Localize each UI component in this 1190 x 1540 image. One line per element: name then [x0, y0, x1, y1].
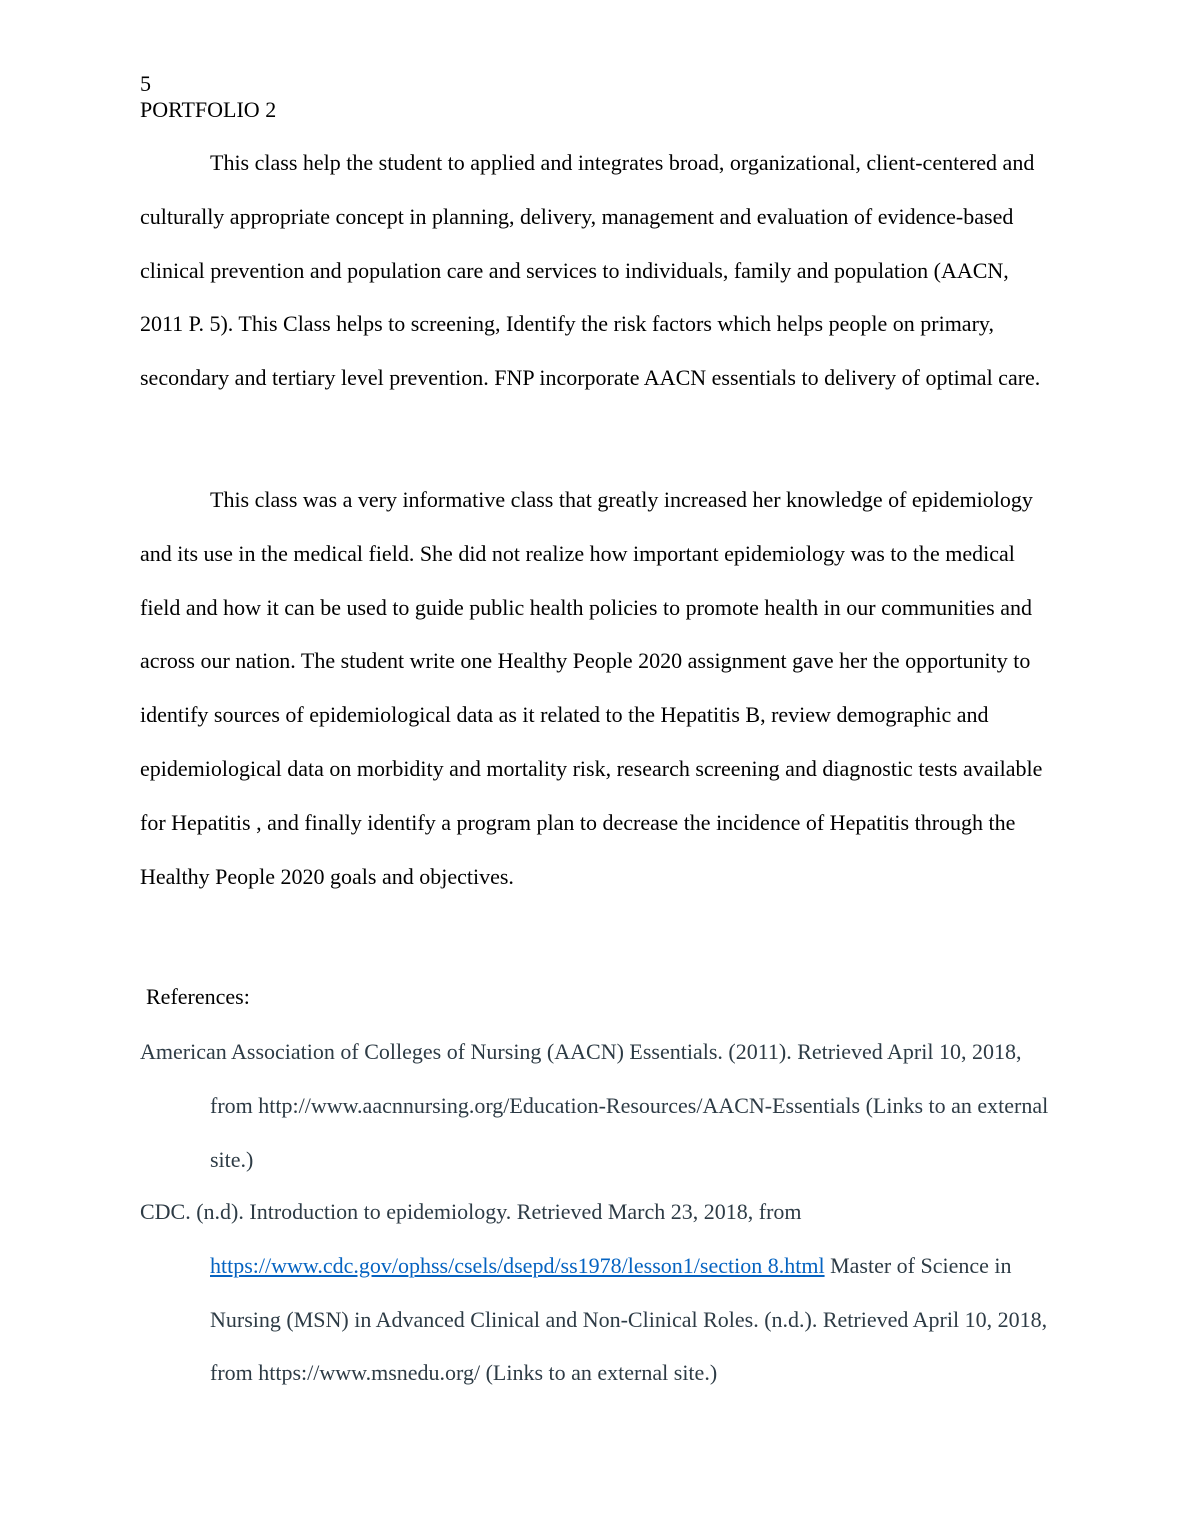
references-heading: References: [146, 984, 250, 1009]
reference-link[interactable]: https://www.cdc.gov/ophss/csels/dsepd/ss1978/lesson1/section 8.html [210, 1252, 825, 1278]
body-paragraph [140, 136, 1052, 405]
body-paragraph [140, 473, 1052, 903]
reference-text: American Association of Colleges of Nursing (AACN) Essentials. (2011). Retrieved April 10, 2018, from http://www.aacnnursing.org/Education-Resources/AACN-Essentials (Links to an external site.) [140, 1039, 1049, 1172]
page-number: 5 [140, 71, 151, 96]
reference-text: Master of Science in Nursing (MSN) in Advanced Clinical and Non-Clinical Roles. (n.d.). Retrieved April 10, 2018, from https://www.msnedu.org/ (Links to an external site.) [210, 1252, 1048, 1386]
reference-entry [140, 1185, 1054, 1400]
running-head: PORTFOLIO 2 [140, 97, 277, 122]
reference-text: CDC. (n.d). Introduction to epidemiology. Retrieved March 23, 2018, from [140, 1199, 802, 1224]
paragraph-text: This class was a very informative class that greatly increased her knowledge of epidemiology and its use in the medical field. She did not realize how important epidemiology was to the medical field and how it can be used to guide public health policies to promote health in our communities and across our nation. The student write one Healthy People 2020 assignment gave her the opportunity to identify sources of epidemiological data as it related to the Hepatitis B, review demographic and epidemiological data on morbidity and mortality risk, research screening and diagnostic tests available for Hepatitis , and finally identify a program plan to decrease the incidence of Hepatitis through the Healthy People 2020 goals and objectives. [140, 487, 1043, 889]
paragraph-text: This class help the student to applied and integrates broad, organizational, client-centered and culturally appropriate concept in planning, delivery, management and evaluation of evidence-based clinical prevention and population care and services to individuals, family and population (AACN, 2011 P. 5). This Class helps to screening, Identify the risk factors which helps people on primary, secondary and tertiary level prevention. FNP incorporate AACN essentials to delivery of optimal care. [140, 150, 1041, 391]
reference-entry [140, 1025, 1054, 1186]
